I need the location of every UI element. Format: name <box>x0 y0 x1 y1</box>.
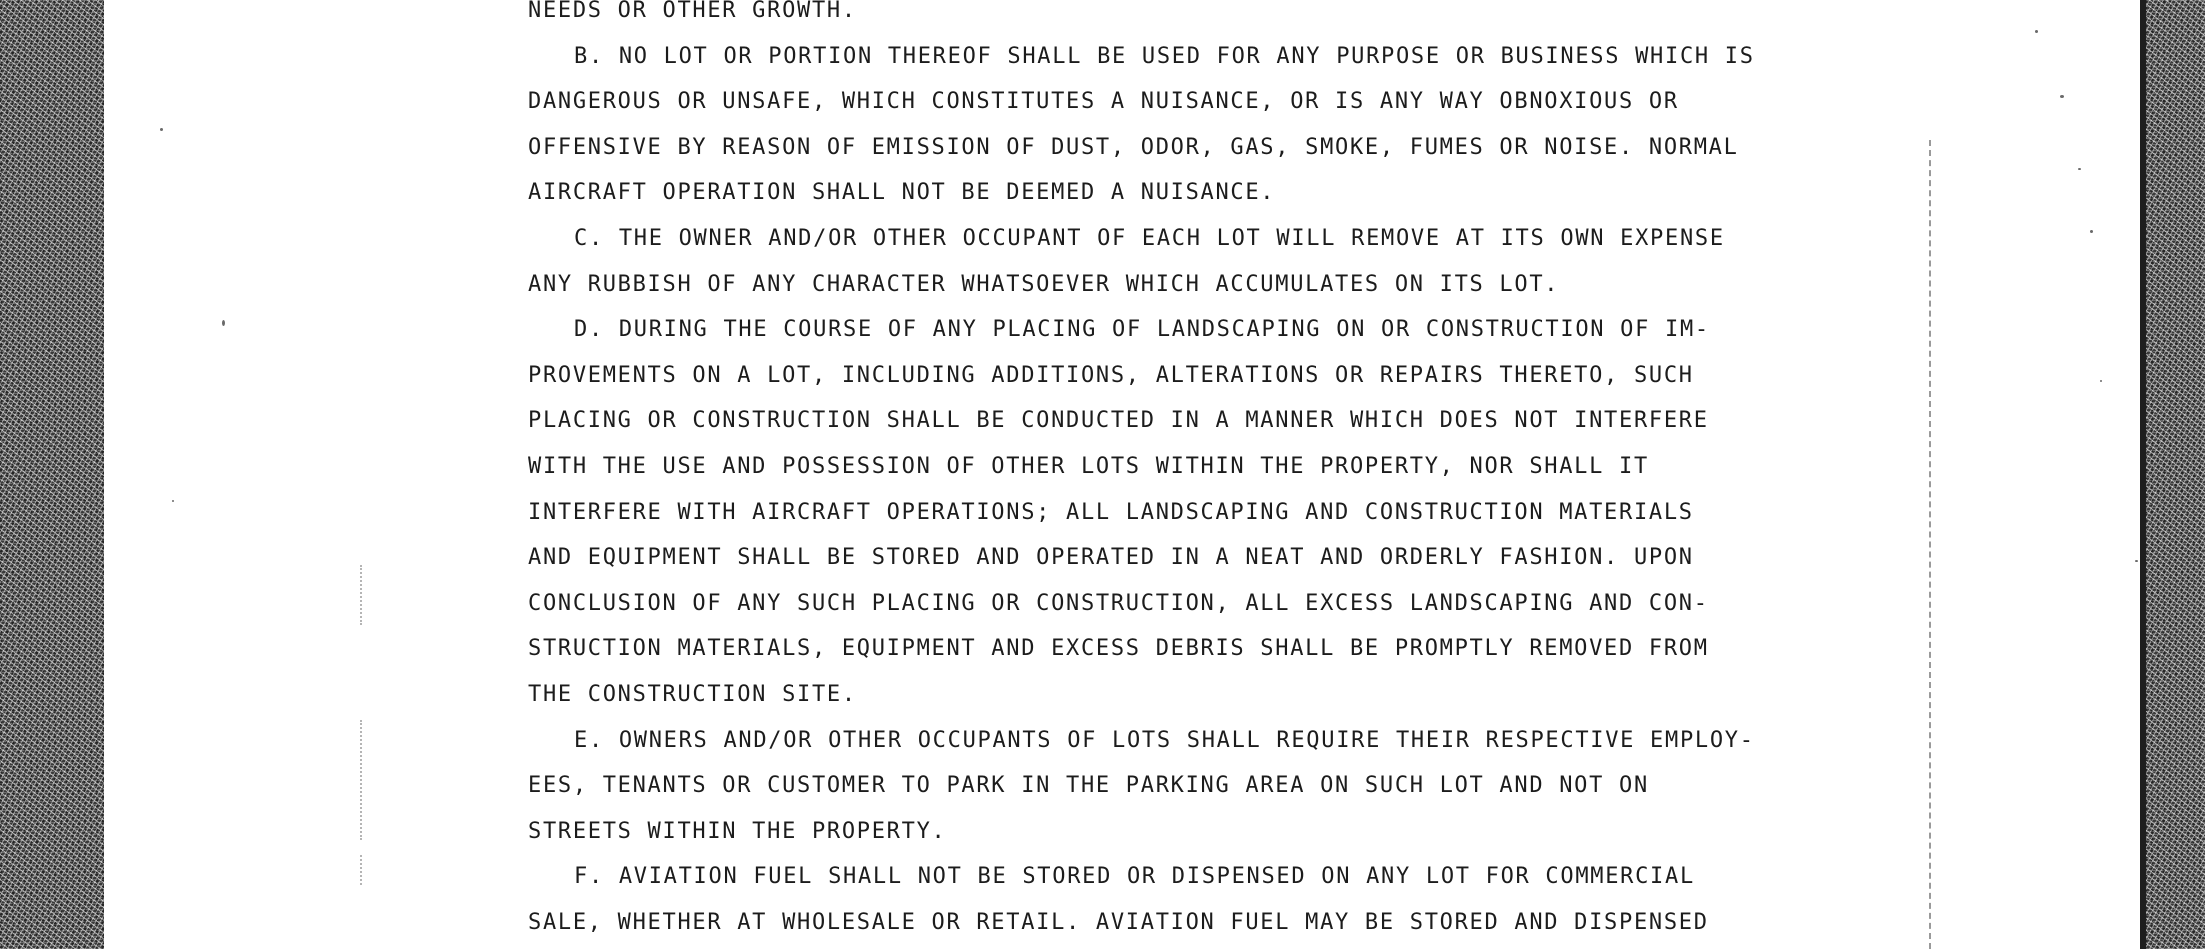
document-line: CONCLUSION OF ANY SUCH PLACING OR CONSTRUCTION, ALL EXCESS LANDSCAPING AND CON- <box>528 590 1709 616</box>
scan-speck <box>2090 230 2093 233</box>
document-line: E. OWNERS AND/OR OTHER OCCUPANTS OF LOTS SHALL REQUIRE THEIR RESPECTIVE EMPLOY- <box>574 727 1755 753</box>
document-line: EES, TENANTS OR CUSTOMER TO PARK IN THE PARKING AREA ON SUCH LOT AND NOT ON <box>528 773 1649 799</box>
document-line: B. NO LOT OR PORTION THEREOF SHALL BE USED FOR ANY PURPOSE OR BUSINESS WHICH IS <box>574 43 1755 69</box>
document-line: WITH THE USE AND POSSESSION OF OTHER LOTS WITHIN THE PROPERTY, NOR SHALL IT <box>528 453 1649 479</box>
document-body <box>528 0 1818 945</box>
document-line: THE CONSTRUCTION SITE. <box>528 681 857 707</box>
document-line: D. DURING THE COURSE OF ANY PLACING OF LANDSCAPING ON OR CONSTRUCTION OF IM- <box>574 317 1710 343</box>
scan-speck <box>2035 30 2038 33</box>
scan-speck <box>2060 95 2064 98</box>
gutter-mark <box>360 565 362 625</box>
scan-speck <box>2078 168 2081 170</box>
gutter-mark <box>360 720 362 840</box>
document-line: OFFENSIVE BY REASON OF EMISSION OF DUST, ODOR, GAS, SMOKE, FUMES OR NOISE. NORMAL <box>528 134 1739 160</box>
document-line: SALE, WHETHER AT WHOLESALE OR RETAIL. AVIATION FUEL MAY BE STORED AND DISPENSED <box>528 909 1709 935</box>
scan-border-left <box>0 0 104 949</box>
gutter-mark <box>360 855 362 885</box>
document-line: DANGEROUS OR UNSAFE, WHICH CONSTITUTES A NUISANCE, OR IS ANY WAY OBNOXIOUS OR <box>528 89 1679 115</box>
document-line: INTERFERE WITH AIRCRAFT OPERATIONS; ALL LANDSCAPING AND CONSTRUCTION MATERIALS <box>528 499 1694 525</box>
scan-border-right-shadow <box>2140 0 2146 949</box>
document-line: NEEDS OR OTHER GROWTH. <box>528 0 857 23</box>
scan-speck <box>160 128 163 131</box>
scan-border-right <box>2145 0 2205 949</box>
document-line: AND EQUIPMENT SHALL BE STORED AND OPERATED IN A NEAT AND ORDERLY FASHION. UPON <box>528 545 1694 571</box>
scan-speck <box>172 500 174 502</box>
document-line: C. THE OWNER AND/OR OTHER OCCUPANT OF EACH LOT WILL REMOVE AT ITS OWN EXPENSE <box>574 225 1725 251</box>
document-line: STRUCTION MATERIALS, EQUIPMENT AND EXCESS DEBRIS SHALL BE PROMPTLY REMOVED FROM <box>528 636 1709 662</box>
document-line: AIRCRAFT OPERATION SHALL NOT BE DEEMED A NUISANCE. <box>528 180 1276 206</box>
margin-rule <box>1929 140 1931 949</box>
document-line: STREETS WITHIN THE PROPERTY. <box>528 818 947 844</box>
document-line: ANY RUBBISH OF ANY CHARACTER WHATSOEVER WHICH ACCUMULATES ON ITS LOT. <box>528 271 1560 297</box>
scan-speck <box>2100 380 2102 382</box>
document-line: PLACING OR CONSTRUCTION SHALL BE CONDUCTED IN A MANNER WHICH DOES NOT INTERFERE <box>528 408 1709 434</box>
scan-speck <box>2135 560 2138 562</box>
document-line: F. AVIATION FUEL SHALL NOT BE STORED OR DISPENSED ON ANY LOT FOR COMMERCIAL <box>574 864 1695 890</box>
document-line: PROVEMENTS ON A LOT, INCLUDING ADDITIONS, ALTERATIONS OR REPAIRS THERETO, SUCH <box>528 362 1694 388</box>
scan-speck <box>222 320 225 326</box>
